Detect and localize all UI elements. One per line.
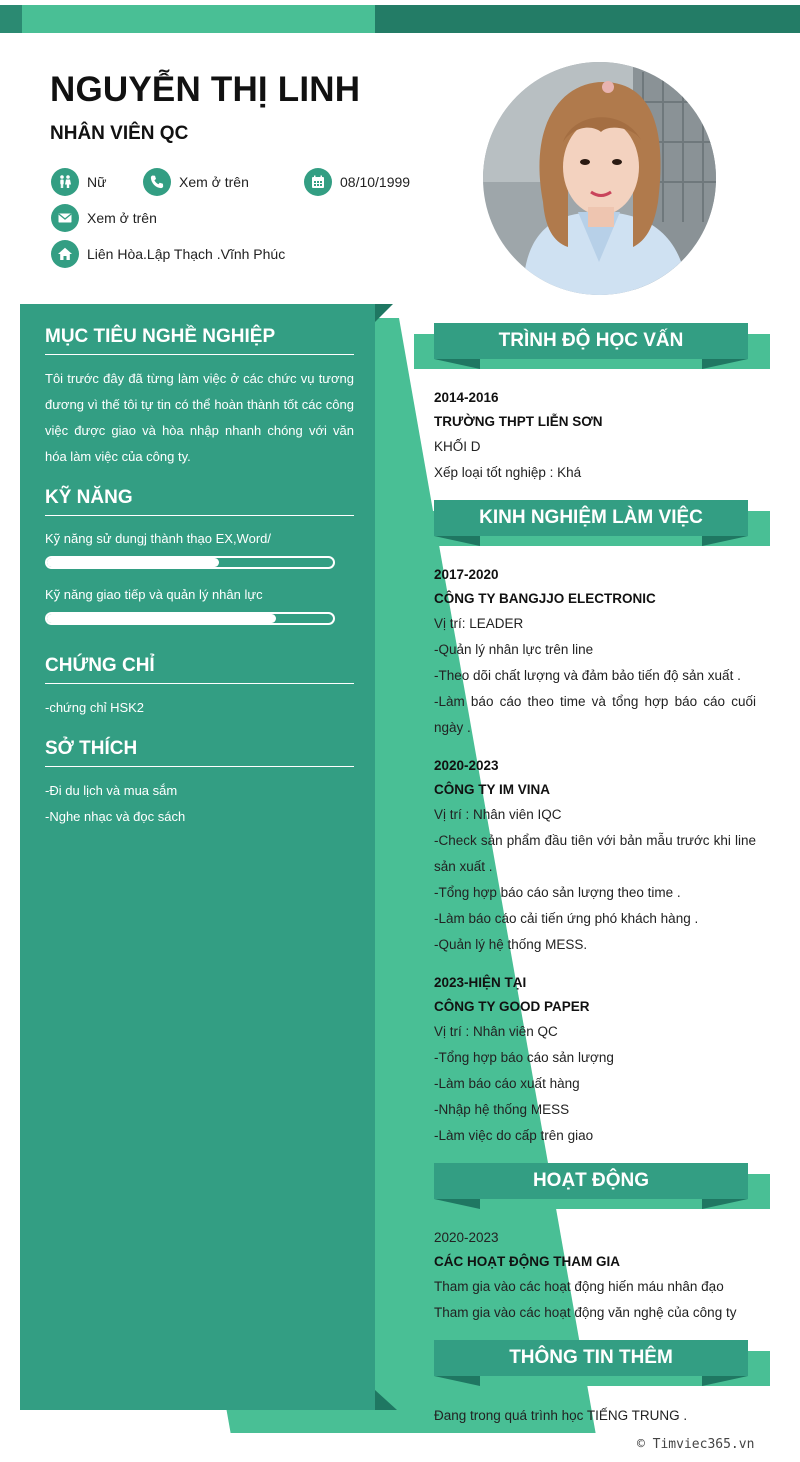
hobby-item: -Đi du lịch và mua sắm — [45, 783, 178, 798]
left-panel-fold-bottom — [375, 1390, 397, 1410]
job-line: -Tổng hợp báo cáo sản lượng — [434, 1050, 614, 1065]
job-line: -Theo dõi chất lượng và đảm bảo tiến độ sản xuất . — [434, 668, 741, 683]
phone-value: Xem ở trên — [179, 174, 249, 190]
candidate-title: NHÂN VIÊN QC — [50, 123, 189, 144]
dob-value: 08/10/1999 — [340, 174, 411, 190]
activity-line: Tham gia vào các hoạt động hiến máu nhân đạo — [434, 1279, 724, 1294]
info-email — [51, 204, 157, 232]
email-icon — [51, 204, 79, 232]
job-company: CÔNG TY GOOD PAPER — [434, 999, 590, 1014]
job-line: -Làm báo cáo cải tiến ứng phó khách hàng . — [434, 911, 699, 926]
extra-heading: THÔNG TIN THÊM — [434, 1340, 748, 1376]
gender-value: Nữ — [87, 174, 107, 190]
skill-label: Kỹ năng giao tiếp và quản lý nhân lực — [45, 587, 263, 602]
activities-heading: HOẠT ĐỘNG — [434, 1163, 748, 1199]
skill-bar — [45, 612, 335, 625]
home-icon — [51, 240, 79, 268]
job-company: CÔNG TY IM VINA — [434, 782, 551, 797]
address-value: Liên Hòa.Lập Thạch .Vĩnh Phúc — [87, 246, 286, 262]
left-panel-fold-top — [375, 304, 393, 322]
job-line: -Làm báo cáo theo time và tổng hợp báo cáo cuối ngày . — [434, 694, 756, 735]
info-dob — [304, 168, 410, 196]
experience-heading: KINH NGHIỆM LÀM VIỆC — [434, 500, 748, 536]
extra-text: Đang trong quá trình học TIẾNG TRUNG . — [434, 1408, 688, 1423]
phone-icon — [143, 168, 171, 196]
job-line: -Nhập hệ thống MESS — [434, 1102, 570, 1117]
experience-header — [414, 500, 770, 546]
top-bar-accent — [22, 5, 375, 33]
candidate-name: NGUYỄN THỊ LINH — [50, 70, 361, 109]
job-line: -Check sản phẩm đầu tiên với bản mẫu trước khi line sản xuất . — [434, 833, 756, 874]
top-bar-left — [0, 5, 22, 33]
skill-bar — [45, 556, 335, 569]
job-period: 2023-HIỆN TẠI — [434, 975, 527, 990]
skill-label: Kỹ năng sử dungj thành thạo EX,Word/ — [45, 531, 271, 546]
footer-watermark: © Timviec365.vn — [637, 1437, 755, 1452]
calendar-icon — [304, 168, 332, 196]
activity-line: Tham gia vào các hoạt động văn nghệ của công ty — [434, 1305, 737, 1320]
objective-text: Tôi trước đây đã từng làm việc ở các chức vụ tương đương vì thế tôi tự tin có thể hoàn thành tốt các công việc được giao và hòa nhập nhanh chóng với văn hóa làm việc của công ty. — [45, 371, 354, 464]
job-line: -Làm việc do cấp trên giao — [434, 1128, 594, 1143]
job-period: 2020-2023 — [434, 758, 499, 773]
skills-heading: KỸ NĂNG — [45, 487, 354, 516]
top-bar-right — [375, 5, 800, 33]
activities-subheading: CÁC HOẠT ĐỘNG THAM GIA — [434, 1254, 620, 1269]
job-company: CÔNG TY BANGJJO ELECTRONIC — [434, 591, 656, 606]
job-line: Vị trí: LEADER — [434, 616, 524, 631]
gender-icon — [51, 168, 79, 196]
info-phone — [143, 168, 249, 196]
job-line: Vị trí : Nhân viên QC — [434, 1024, 558, 1039]
hobbies-heading: SỞ THÍCH — [45, 738, 354, 767]
education-header — [414, 323, 770, 369]
certificates-heading: CHỨNG CHỈ — [45, 655, 354, 684]
job-line: Vị trí : Nhân viên IQC — [434, 807, 562, 822]
activities-period: 2020-2023 — [434, 1230, 499, 1245]
info-address — [51, 240, 285, 268]
education-period: 2014-2016 — [434, 390, 499, 405]
job-line: -Quản lý nhân lực trên line — [434, 642, 594, 657]
education-school: TRƯỜNG THPT LIỄN SƠN — [434, 414, 603, 429]
avatar — [483, 62, 716, 295]
job-line: -Làm báo cáo xuất hàng — [434, 1076, 580, 1091]
extra-header — [414, 1340, 770, 1386]
job-line: -Quản lý hệ thống MESS. — [434, 937, 588, 952]
objective-heading: MỤC TIÊU NGHỀ NGHIỆP — [45, 326, 354, 355]
skill-bar-fill — [47, 614, 276, 623]
education-heading: TRÌNH ĐỘ HỌC VẤN — [434, 323, 748, 359]
education-line: KHỐI D — [434, 439, 481, 454]
email-value: Xem ở trên — [87, 210, 157, 226]
activities-header — [414, 1163, 770, 1209]
skill-bar-fill — [47, 558, 219, 567]
info-gender — [51, 168, 106, 196]
hobby-item: -Nghe nhạc và đọc sách — [45, 809, 186, 824]
education-line: Xếp loại tốt nghiệp : Khá — [434, 465, 582, 480]
certificate-item: -chứng chỉ HSK2 — [45, 700, 145, 715]
job-period: 2017-2020 — [434, 567, 499, 582]
job-line: -Tổng hợp báo cáo sản lượng theo time . — [434, 885, 681, 900]
